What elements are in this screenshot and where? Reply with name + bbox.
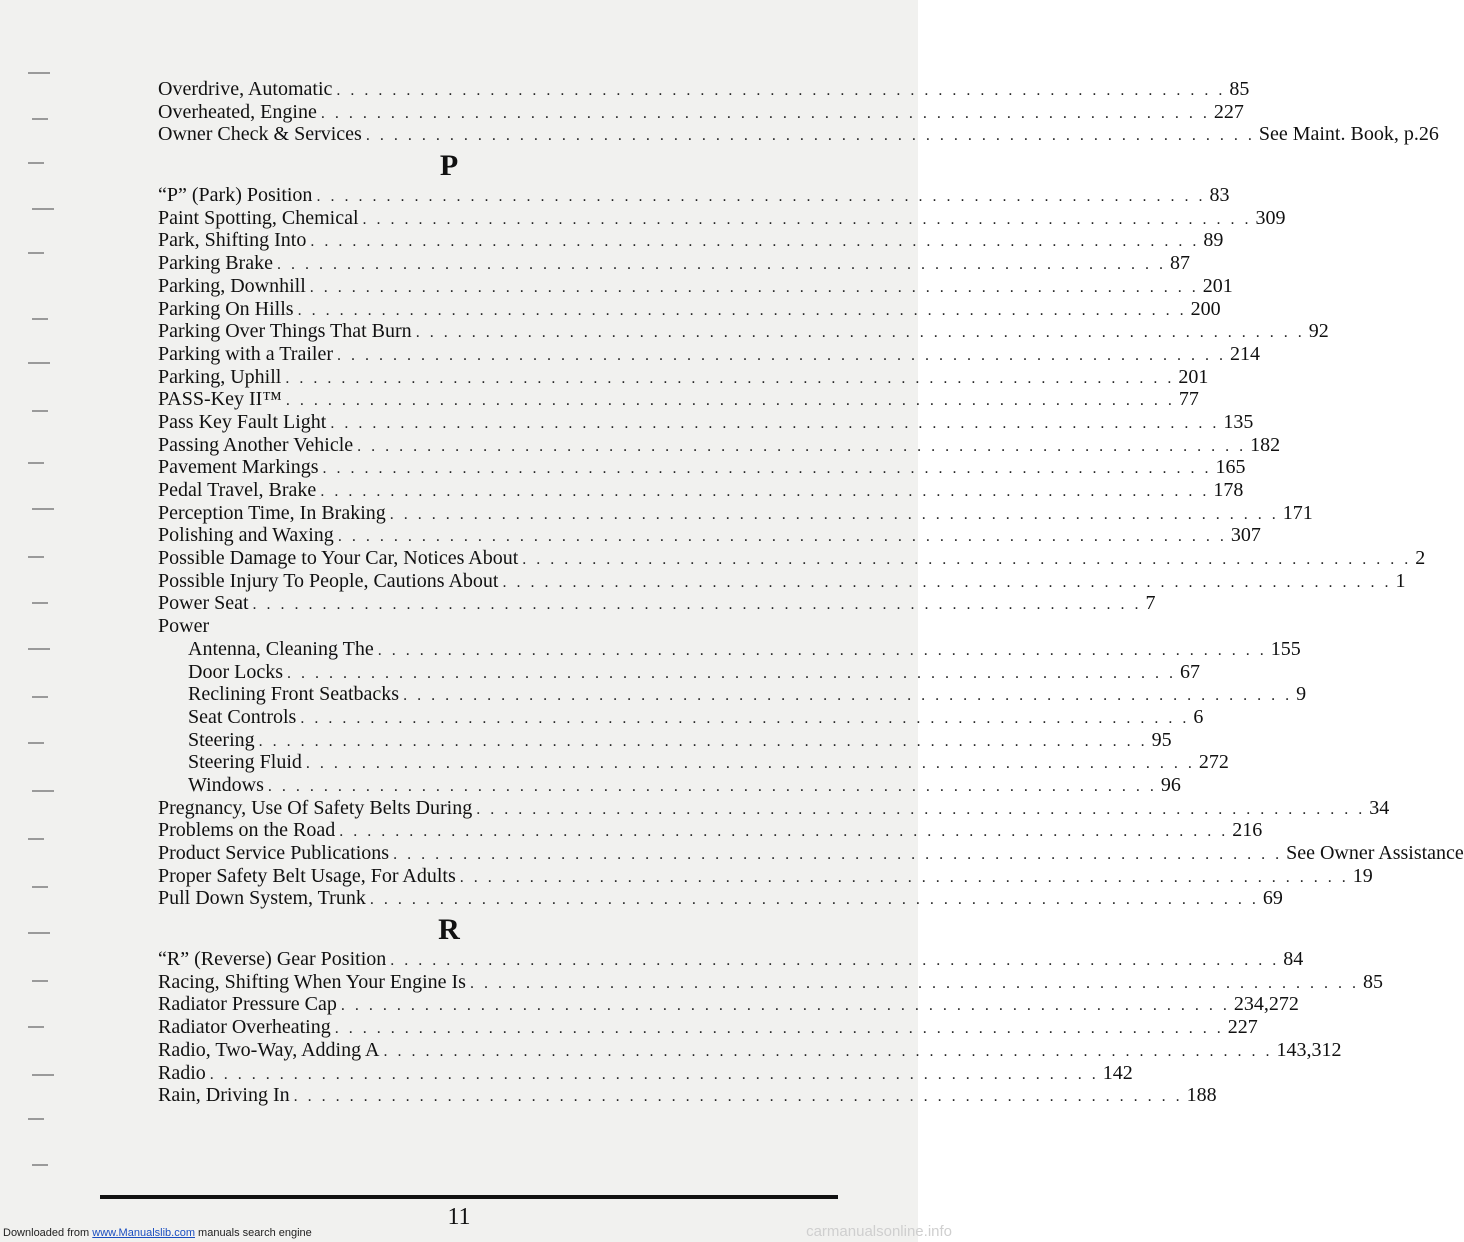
dot-leader: . . . . . . . . . . . . . . . . . . . . . . . . . . . . . . . . . . . . . . . . . . . . . . . . . . . . . . . . . . . . . . . . bbox=[209, 1065, 1099, 1083]
manualslib-link[interactable]: www.Manualslib.com bbox=[92, 1227, 195, 1239]
entry-page-ref: See Owner Assistance bbox=[1286, 842, 1464, 864]
entry-label: Parking, Downhill bbox=[158, 274, 306, 297]
index-entry bbox=[158, 501, 1313, 525]
download-note-prefix: Downloaded from bbox=[3, 1227, 93, 1239]
dot-leader: . . . . . . . . . . . . . . . . . . . . . . . . . . . . . . . . . . . . . . . . . . . . . . . . . . . . . . . . . . . . . . . . bbox=[322, 460, 1212, 478]
margin-tick bbox=[32, 508, 54, 510]
dot-leader: . . . . . . . . . . . . . . . . . . . . . . . . . . . . . . . . . . . . . . . . . . . . . . . . . . . . . . . . . . . . . . . . bbox=[310, 233, 1200, 251]
entry-label: Park, Shifting Into bbox=[158, 229, 307, 252]
index-entry bbox=[158, 569, 1406, 593]
entry-label: Possible Injury To People, Cautions About bbox=[158, 569, 499, 592]
dot-leader: . . . . . . . . . . . . . . . . . . . . . . . . . . . . . . . . . . . . . . . . . . . . . . . . . . . . . . . . . . . . . . . . bbox=[320, 104, 1210, 122]
entry-page-ref: 201 bbox=[1178, 365, 1209, 388]
entry-label: Pavement Markings bbox=[158, 456, 319, 479]
entry-label: Antenna, Cleaning The bbox=[188, 637, 374, 660]
margin-tick bbox=[28, 1026, 44, 1028]
entry-page-ref: 227 bbox=[1213, 100, 1244, 123]
entry-label: Overdrive, Automatic bbox=[158, 78, 333, 100]
index-entry bbox=[158, 864, 1373, 888]
index-entry bbox=[158, 1061, 1133, 1085]
index-subentry bbox=[158, 728, 1172, 752]
entry-label: Perception Time, In Braking bbox=[158, 501, 386, 524]
entry-label: Problems on the Road bbox=[158, 819, 336, 842]
margin-tick bbox=[32, 980, 48, 982]
margin-tick bbox=[28, 838, 44, 840]
entry-page-ref: 2 bbox=[1415, 547, 1426, 570]
dot-leader: . . . . . . . . . . . . . . . . . . . . . . . . . . . . . . . . . . . . . . . . . . . . . . . . . . . . . . . . . . . . . . . . bbox=[305, 755, 1195, 773]
index-entry bbox=[158, 842, 1464, 865]
entry-label: Parking, Uphill bbox=[158, 365, 282, 388]
entry-page-ref: 19 bbox=[1352, 864, 1373, 887]
entry-page-ref: 227 bbox=[1227, 1016, 1258, 1039]
dot-leader: . . . . . . . . . . . . . . . . . . . . . . . . . . . . . . . . . . . . . . . . . . . . . . . . . . . . . . . . . . . . . . . . bbox=[286, 664, 1176, 682]
entry-page-ref: 200 bbox=[1190, 297, 1221, 320]
entry-label: Steering bbox=[188, 728, 255, 751]
dot-leader: . . . . . . . . . . . . . . . . . . . . . . . . . . . . . . . . . . . . . . . . . . . . . . . . . . . . . . . . . . . . . . . . bbox=[336, 82, 1226, 99]
dot-leader: . . . . . . . . . . . . . . . . . . . . . . . . . . . . . . . . . . . . . . . . . . . . . . . . . . . . . . . . . . . . . . . . bbox=[293, 1088, 1183, 1106]
dot-leader: . . . . . . . . . . . . . . . . . . . . . . . . . . . . . . . . . . . . . . . . . . . . . . . . . . . . . . . . . . . . . . . . bbox=[469, 974, 1359, 992]
margin-tick bbox=[32, 886, 48, 888]
dot-leader: . . . . . . . . . . . . . . . . . . . . . . . . . . . . . . . . . . . . . . . . . . . . . . . . . . . . . . . . . . . . . . . . bbox=[276, 256, 1166, 274]
entry-page-ref: 96 bbox=[1160, 773, 1181, 796]
binding-margin-marks bbox=[24, 0, 64, 1242]
index-entry bbox=[158, 410, 1254, 434]
entry-label: Reclining Front Seatbacks bbox=[188, 683, 400, 706]
entry-label: Parking On Hills bbox=[158, 297, 294, 320]
entry-page-ref: 83 bbox=[1209, 184, 1230, 207]
dot-leader: . . . . . . . . . . . . . . . . . . . . . . . . . . . . . . . . . . . . . . . . . . . . . . . . . . . . . . . . . . . . . . . . bbox=[300, 709, 1190, 727]
entry-label: “R” (Reverse) Gear Position bbox=[158, 948, 387, 971]
index-entry bbox=[158, 456, 1246, 479]
entry-label: Rain, Driving In bbox=[158, 1084, 290, 1107]
index-entry bbox=[158, 365, 1209, 389]
entry-page-ref: 7 bbox=[1145, 592, 1156, 615]
entry-page-ref: 92 bbox=[1308, 320, 1329, 343]
dot-leader: . . . . . . . . . . . . . . . . . . . . . . . . . . . . . . . . . . . . . . . . . . . . . . . . . . . . . . . . . . . . . . . . bbox=[285, 369, 1175, 387]
dot-leader: . . . . . . . . . . . . . . . . . . . . . . . . . . . . . . . . . . . . . . . . . . . . . . . . . . . . . . . . . . . . . . . . bbox=[252, 596, 1142, 614]
entry-page-ref: 309 bbox=[1255, 206, 1286, 229]
margin-tick bbox=[32, 208, 54, 210]
entry-label: Passing Another Vehicle bbox=[158, 433, 354, 456]
index-entry bbox=[158, 479, 1244, 502]
index-subentry bbox=[158, 751, 1229, 774]
margin-tick bbox=[32, 410, 48, 412]
dot-leader: . . . . . . . . . . . . . . . . . . . . . . . . . . . . . . . . . . . . . . . . . . . . . . . . . . . . . . . . . . . . . . . . bbox=[337, 346, 1226, 364]
dot-leader: . . . . . . . . . . . . . . . . . . . . . . . . . . . . . . . . . . . . . . . . . . . . . . . . . . . . . . . . . . . . . . . . bbox=[285, 392, 1175, 410]
entry-page-ref: 89 bbox=[1203, 229, 1224, 252]
dot-leader: . . . . . . . . . . . . . . . . . . . . . . . . . . . . . . . . . . . . . . . . . . . . . . . . . . . . . . . . . . . . . . . . bbox=[297, 301, 1187, 319]
margin-tick bbox=[32, 1164, 48, 1166]
entry-page-ref: 67 bbox=[1179, 660, 1200, 683]
margin-tick bbox=[28, 1118, 44, 1120]
entry-label: Pregnancy, Use Of Safety Belts During bbox=[158, 796, 473, 819]
dot-leader: . . . . . . . . . . . . . . . . . . . . . . . . . . . . . . . . . . . . . . . . . . . . . . . . . . . . . . . . . . . . . . . . bbox=[267, 777, 1157, 795]
entry-label: Radio, Two-Way, Adding A bbox=[158, 1038, 380, 1061]
index-entry bbox=[158, 78, 1250, 101]
index-entry bbox=[158, 819, 1263, 842]
watermark: carmanualsonline.info bbox=[806, 1223, 952, 1240]
entry-label: Parking with a Trailer bbox=[158, 342, 333, 365]
entry-label: Radiator Overheating bbox=[158, 1016, 331, 1039]
entry-label: Seat Controls bbox=[188, 705, 297, 728]
entry-page-ref: 165 bbox=[1215, 456, 1246, 479]
dot-leader: . . . . . . . . . . . . . . . . . . . . . . . . . . . . . . . . . . . . . . . . . . . . . . . . . . . . . . . . . . . . . . . . bbox=[340, 997, 1230, 1015]
dot-leader: . . . . . . . . . . . . . . . . . . . . . . . . . . . . . . . . . . . . . . . . . . . . . . . . . . . . . . . . . . . . . . . . bbox=[522, 551, 1412, 569]
entry-label: Radiator Pressure Cap bbox=[158, 993, 337, 1016]
index-entry bbox=[158, 206, 1286, 230]
dot-leader: . . . . . . . . . . . . . . . . . . . . . . . . . . . . . . . . . . . . . . . . . . . . . . . . . . . . . . . . . . . . . . . . bbox=[377, 641, 1267, 659]
dot-leader: . . . . . . . . . . . . . . . . . . . . . . . . . . . . . . . . . . . . . . . . . . . . . . . . . . . . . . . . . . . . . . . . bbox=[337, 528, 1227, 546]
margin-tick bbox=[28, 72, 50, 74]
entry-page-ref: 234,272 bbox=[1233, 993, 1299, 1016]
entry-page-ref: 188 bbox=[1186, 1084, 1217, 1107]
margin-tick bbox=[32, 602, 48, 604]
dot-leader: . . . . . . . . . . . . . . . . . . . . . . . . . . . . . . . . . . . . . . . . . . . . . . . . . . . . . . . . . . . . . . . . bbox=[320, 483, 1210, 500]
entry-page-ref: 87 bbox=[1169, 252, 1190, 275]
entry-label: Possible Damage to Your Car, Notices About bbox=[158, 547, 519, 570]
index-entry bbox=[158, 615, 740, 638]
index-entry bbox=[158, 970, 1383, 994]
index-entry bbox=[158, 297, 1221, 321]
entry-page-ref: 214 bbox=[1230, 342, 1260, 365]
margin-tick bbox=[32, 318, 48, 320]
dot-leader: . . . . . . . . . . . . . . . . . . . . . . . . . . . . . . . . . . . . . . . . . . . . . . . . . . . . . . . . . . . . . . . . bbox=[502, 573, 1392, 591]
entry-page-ref: 135 bbox=[1223, 410, 1254, 433]
index-entry bbox=[158, 274, 1233, 298]
index-list bbox=[158, 78, 1464, 1107]
index-entry bbox=[158, 1084, 1217, 1107]
index-entry bbox=[158, 342, 1260, 366]
entry-label: PASS-Key II™ bbox=[158, 388, 282, 411]
index-entry bbox=[158, 123, 1439, 146]
entry-label: Overheated, Engine bbox=[158, 100, 317, 123]
entry-page-ref: See Maint. Book, p.26 bbox=[1258, 123, 1439, 146]
dot-leader: . . . . . . . . . . . . . . . . . . . . . . . . . . . . . . . . . . . . . . . . . . . . . . . . . . . . . . . . . . . . . . . . bbox=[365, 127, 1255, 145]
entry-page-ref: 216 bbox=[1232, 819, 1263, 842]
index-subentry bbox=[158, 660, 1200, 684]
dot-leader: . . . . . . . . . . . . . . . . . . . . . . . . . . . . . . . . . . . . . . . . . . . . . . . . . . . . . . . . . . . . . . . . bbox=[334, 1020, 1224, 1038]
index-subentry bbox=[158, 683, 1307, 706]
dot-leader: . . . . . . . . . . . . . . . . . . . . . . . . . . . . . . . . . . . . . . . . . . . . . . . . . . . . . . . . . . . . . . . . bbox=[459, 868, 1349, 886]
margin-tick bbox=[28, 252, 44, 254]
dot-leader: . . . . . . . . . . . . . . . . . . . . . . . . . . . . . . . . . . . . . . . . . . . . . . . . . . . . . . . . . . . . . . . . bbox=[357, 437, 1247, 455]
entry-page-ref: 142 bbox=[1102, 1061, 1133, 1084]
index-subentry bbox=[158, 773, 1181, 797]
index-entry bbox=[158, 388, 1199, 411]
margin-tick bbox=[32, 696, 48, 698]
index-entry bbox=[158, 1016, 1258, 1039]
entry-page-ref: 6 bbox=[1193, 705, 1204, 728]
index-entry bbox=[158, 229, 1224, 252]
index-subentry bbox=[158, 637, 1301, 661]
entry-label: Parking Brake bbox=[158, 252, 273, 275]
entry-label: Power bbox=[158, 615, 210, 638]
index-entry bbox=[158, 796, 1390, 820]
entry-page-ref: 182 bbox=[1250, 433, 1281, 456]
entry-label: Steering Fluid bbox=[188, 751, 302, 774]
dot-leader: . . . . . . . . . . . . . . . . . . . . . . . . . . . . . . . . . . . . . . . . . . . . . . . . . . . . . . . . . . . . . . . . bbox=[309, 278, 1199, 296]
entry-label: Owner Check & Services bbox=[158, 123, 362, 146]
entry-page-ref: 84 bbox=[1283, 948, 1304, 971]
entry-label: Pass Key Fault Light bbox=[158, 410, 327, 433]
entry-label: Radio bbox=[158, 1061, 206, 1084]
index-entry bbox=[158, 184, 1230, 207]
margin-tick bbox=[28, 648, 50, 650]
entry-label: Pedal Travel, Brake bbox=[158, 479, 317, 501]
dot-leader: . . . . . . . . . . . . . . . . . . . . . . . . . . . . . . . . . . . . . . . . . . . . . . . . . . . . . . . . . . . . . . . . bbox=[383, 1042, 1273, 1060]
margin-tick bbox=[28, 462, 44, 464]
footer-rule bbox=[100, 1195, 838, 1199]
margin-tick bbox=[28, 162, 44, 164]
dot-leader: . . . . . . . . . . . . . . . . . . . . . . . . . . . . . . . . . . . . . . . . . . . . . . . . . . . . . . . . . . . . . . . . bbox=[362, 210, 1252, 228]
dot-leader: . . . . . . . . . . . . . . . . . . . . . . . . . . . . . . . . . . . . . . . . . . . . . . . . . . . . . . . . . . . . . . . . bbox=[390, 952, 1280, 970]
index-entry bbox=[158, 524, 1261, 547]
index-subentry bbox=[158, 705, 1204, 729]
entry-label: Door Locks bbox=[188, 660, 283, 683]
index-entry bbox=[158, 252, 1190, 275]
entry-page-ref: 201 bbox=[1202, 274, 1233, 297]
entry-page-ref: 272 bbox=[1198, 751, 1229, 774]
index-entry bbox=[158, 948, 1304, 971]
dot-leader: . . . . . . . . . . . . . . . . . . . . . . . . . . . . . . . . . . . . . . . . . . . . . . . . . . . . . . . . . . . . . . . . bbox=[403, 687, 1293, 705]
entry-page-ref: 85 bbox=[1362, 970, 1383, 993]
margin-tick bbox=[32, 118, 48, 120]
entry-label: Racing, Shifting When Your Engine Is bbox=[158, 970, 466, 993]
index-entry bbox=[158, 320, 1329, 343]
dot-leader: . . . . . . . . . . . . . . . . . . . . . . . . . . . . . . . . . . . . . . . . . . . . . . . . . . . . . . . . . . . . . . . . bbox=[258, 732, 1148, 750]
index-entry bbox=[158, 100, 1244, 124]
entry-page-ref: 69 bbox=[1262, 887, 1283, 910]
entry-page-ref: 171 bbox=[1282, 501, 1313, 524]
download-note bbox=[3, 1226, 312, 1240]
entry-page-ref: 9 bbox=[1296, 683, 1307, 706]
dot-leader: . . . . . . . . . . . . . . . . . . . . . . . . . . . . . . . . . . . . . . . . . . . . . . . . . . . . . . . . . . . . . . . . bbox=[476, 800, 1366, 818]
dot-leader: . . . . . . . . . . . . . . . . . . . . . . . . . . . . . . . . . . . . . . . . . . . . . . . . . . . . . . . . . . . . . . . . bbox=[330, 414, 1220, 432]
index-entry bbox=[158, 887, 1283, 910]
entry-label: Paint Spotting, Chemical bbox=[158, 206, 359, 229]
entry-page-ref: 307 bbox=[1230, 524, 1261, 547]
margin-tick bbox=[28, 932, 50, 934]
section-letter: P bbox=[439, 149, 459, 183]
entry-page-ref: 95 bbox=[1151, 728, 1172, 751]
index-entry bbox=[158, 993, 1299, 1016]
margin-tick bbox=[32, 1074, 54, 1076]
entry-label: “P” (Park) Position bbox=[158, 184, 313, 207]
index-entry bbox=[158, 592, 1156, 615]
entry-page-ref: 77 bbox=[1178, 388, 1199, 411]
dot-leader: . . . . . . . . . . . . . . . . . . . . . . . . . . . . . . . . . . . . . . . . . . . . . . . . . . . . . . . . . . . . . . . . bbox=[369, 891, 1259, 909]
entry-page-ref: 34 bbox=[1369, 796, 1390, 819]
dot-leader: . . . . . . . . . . . . . . . . . . . . . . . . . . . . . . . . . . . . . . . . . . . . . . . . . . . . . . . . . . . . . . . . bbox=[389, 505, 1279, 523]
entry-label: Power Seat bbox=[158, 592, 249, 615]
margin-tick bbox=[32, 790, 54, 792]
dot-leader: . . . . . . . . . . . . . . . . . . . . . . . . . . . . . . . . . . . . . . . . . . . . . . . . . . . . . . . . . . . . . . . . bbox=[316, 188, 1206, 206]
entry-label: Windows bbox=[188, 773, 264, 796]
entry-page-ref: 178 bbox=[1213, 479, 1244, 501]
entry-label: Proper Safety Belt Usage, For Adults bbox=[158, 864, 456, 887]
entry-page-ref: 155 bbox=[1270, 637, 1301, 660]
entry-page-ref: 143,312 bbox=[1276, 1038, 1342, 1061]
entry-label: Pull Down System, Trunk bbox=[158, 887, 366, 910]
entry-page-ref: 85 bbox=[1229, 78, 1250, 100]
margin-tick bbox=[28, 742, 44, 744]
page-number: 11 bbox=[447, 1204, 471, 1230]
dot-leader: . . . . . . . . . . . . . . . . . . . . . . . . . . . . . . . . . . . . . . . . . . . . . . . . . . . . . . . . . . . . . . . . bbox=[393, 846, 1283, 863]
entry-label: Parking Over Things That Burn bbox=[158, 320, 412, 343]
index-entry bbox=[158, 433, 1281, 457]
margin-tick bbox=[28, 362, 50, 364]
index-entry bbox=[158, 547, 1426, 570]
index-entry bbox=[158, 1038, 1342, 1062]
entry-label: Polishing and Waxing bbox=[158, 524, 334, 547]
margin-tick bbox=[28, 556, 44, 558]
dot-leader: . . . . . . . . . . . . . . . . . . . . . . . . . . . . . . . . . . . . . . . . . . . . . . . . . . . . . . . . . . . . . . . . bbox=[339, 823, 1229, 841]
download-note-suffix: manuals search engine bbox=[194, 1227, 312, 1239]
entry-page-ref: 1 bbox=[1395, 569, 1406, 592]
section-letter: R bbox=[438, 913, 460, 947]
entry-label: Product Service Publications bbox=[158, 842, 390, 864]
dot-leader: . . . . . . . . . . . . . . . . . . . . . . . . . . . . . . . . . . . . . . . . . . . . . . . . . . . . . . . . . . . . . . . . bbox=[415, 324, 1305, 342]
